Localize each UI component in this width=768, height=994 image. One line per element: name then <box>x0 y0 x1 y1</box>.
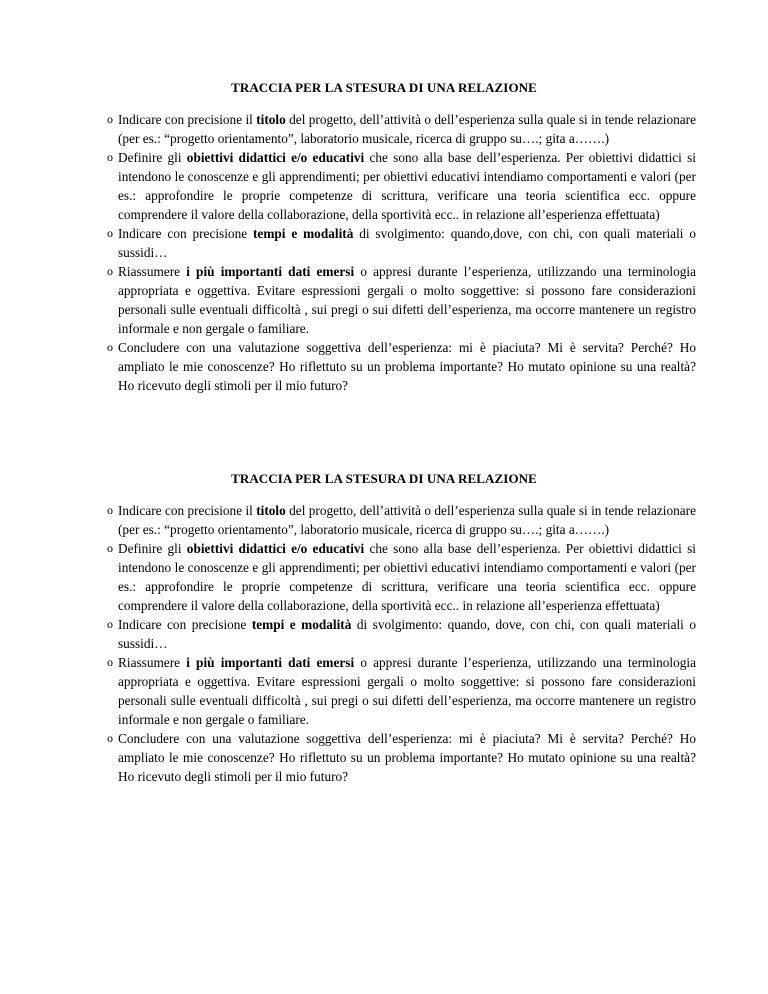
item-text: o appresi durante l’esperienza, utilizzando una terminologia appropriata e oggettiva. Evitare espressioni gergali o molto soggettive: si possono fare considerazioni personali sulle eventuali difficoltà , sui pregi o sui difetti dell’esperienza, ma occorre mantenere un registro informale e non gergale o familiare. <box>118 655 696 727</box>
item-text: Riassumere <box>118 655 187 670</box>
section-title: TRACCIA PER LA STESURA DI UNA RELAZIONE <box>231 80 537 95</box>
bullet-icon: o <box>107 112 113 126</box>
item-keyword: tempi e modalità <box>252 226 354 241</box>
item-keyword: obiettivi didattici e/o educativi <box>186 541 365 556</box>
list-item <box>107 539 696 615</box>
item-text: che sono alla base dell’esperienza. Per obiettivi didattici si intendono le conoscenze e gli apprendimenti; per obiettivi educativi intendiamo comportamenti e valori (per es.: approfondire le proprie competenze di scrittura, verificare una teoria scientifica ecc. oppure comprendere il valore della collaborazione, della sportività ecc.. in relazione all’esperienza effettuata) <box>118 150 696 222</box>
item-text: Indicare con precisione <box>118 226 253 241</box>
item-text: Concludere con una valutazione soggettiva dell’esperienza: mi è piaciuta? Mi è servita? Perché? Ho ampliato le mie conoscenze? Ho riflettuto su un problema importante? Ho mutato opinione su una realtà? Ho ricevuto degli stimoli per il mio futuro? <box>118 731 696 784</box>
item-text: del progetto, dell’attività o dell’esperienza sulla quale si in tende relazionare (per es.: “progetto orientamento”, laboratorio musicale, ricerca di gruppo su….; gita a…….) <box>118 503 696 537</box>
list-item <box>107 653 696 729</box>
item-text: del progetto, dell’attività o dell’esperienza sulla quale si in tende relazionare (per es.: “progetto orientamento”, laboratorio musicale, ricerca di gruppo su….; gita a…….) <box>118 112 696 146</box>
bullet-icon: o <box>107 264 113 278</box>
bullet-icon: o <box>107 226 113 240</box>
list-item <box>107 729 696 786</box>
bullet-icon: o <box>107 655 113 669</box>
item-text: Definire gli <box>118 150 187 165</box>
bullet-icon: o <box>107 340 113 354</box>
list-item <box>107 501 696 539</box>
item-keyword: tempi e modalità <box>251 617 352 632</box>
item-text: Concludere con una valutazione soggettiva dell’esperienza: mi è piaciuta? Mi è servita? Perché? Ho ampliato le mie conoscenze? Ho riflettuto su un problema importante? Ho mutato opinione su una realtà? Ho ricevuto degli stimoli per il mio futuro? <box>118 340 696 393</box>
item-keyword: titolo <box>256 112 286 127</box>
item-text: di svolgimento: quando,dove, con chi, con quali materiali o sussidi… <box>118 226 696 260</box>
document-section <box>0 80 768 395</box>
item-text: Definire gli <box>118 541 187 556</box>
item-text: o appresi durante l’esperienza, utilizzando una terminologia appropriata e oggettiva. Evitare espressioni gergali o molto soggettive: si possono fare considerazioni personali sulle eventuali difficoltà , sui pregi o sui difetti dell’esperienza, ma occorre mantenere un registro informale e non gergale o familiare. <box>118 264 696 336</box>
list-item <box>107 615 696 653</box>
item-text: Indicare con precisione <box>118 617 252 632</box>
item-keyword: i più importanti dati emersi <box>186 655 355 670</box>
guideline-list <box>0 501 768 786</box>
list-item <box>107 262 696 338</box>
bullet-icon: o <box>107 731 113 745</box>
list-item <box>107 110 696 148</box>
item-text: che sono alla base dell’esperienza. Per obiettivi didattici si intendono le conoscenze e gli apprendimenti; per obiettivi educativi intendiamo comportamenti e valori (per es.: approfondire le proprie competenze di scrittura, verificare una teoria scientifica ecc. oppure comprendere il valore della collaborazione, della sportività ecc.. in relazione all’esperienza effettuata) <box>118 541 696 613</box>
list-item <box>107 148 696 224</box>
list-item <box>107 338 696 395</box>
item-text: Riassumere <box>118 264 187 279</box>
bullet-icon: o <box>107 541 113 555</box>
document-section <box>0 471 768 786</box>
item-keyword: obiettivi didattici e/o educativi <box>186 150 365 165</box>
item-keyword: titolo <box>256 503 286 518</box>
bullet-icon: o <box>107 150 113 164</box>
item-text: Indicare con precisione il <box>118 112 257 127</box>
list-item <box>107 224 696 262</box>
bullet-icon: o <box>107 617 113 631</box>
section-title: TRACCIA PER LA STESURA DI UNA RELAZIONE <box>231 471 537 486</box>
item-text: di svolgimento: quando, dove, con chi, con quali materiali o sussidi… <box>118 617 696 651</box>
bullet-icon: o <box>107 503 113 517</box>
item-text: Indicare con precisione il <box>118 503 257 518</box>
guideline-list <box>0 110 768 395</box>
item-keyword: i più importanti dati emersi <box>186 264 355 279</box>
